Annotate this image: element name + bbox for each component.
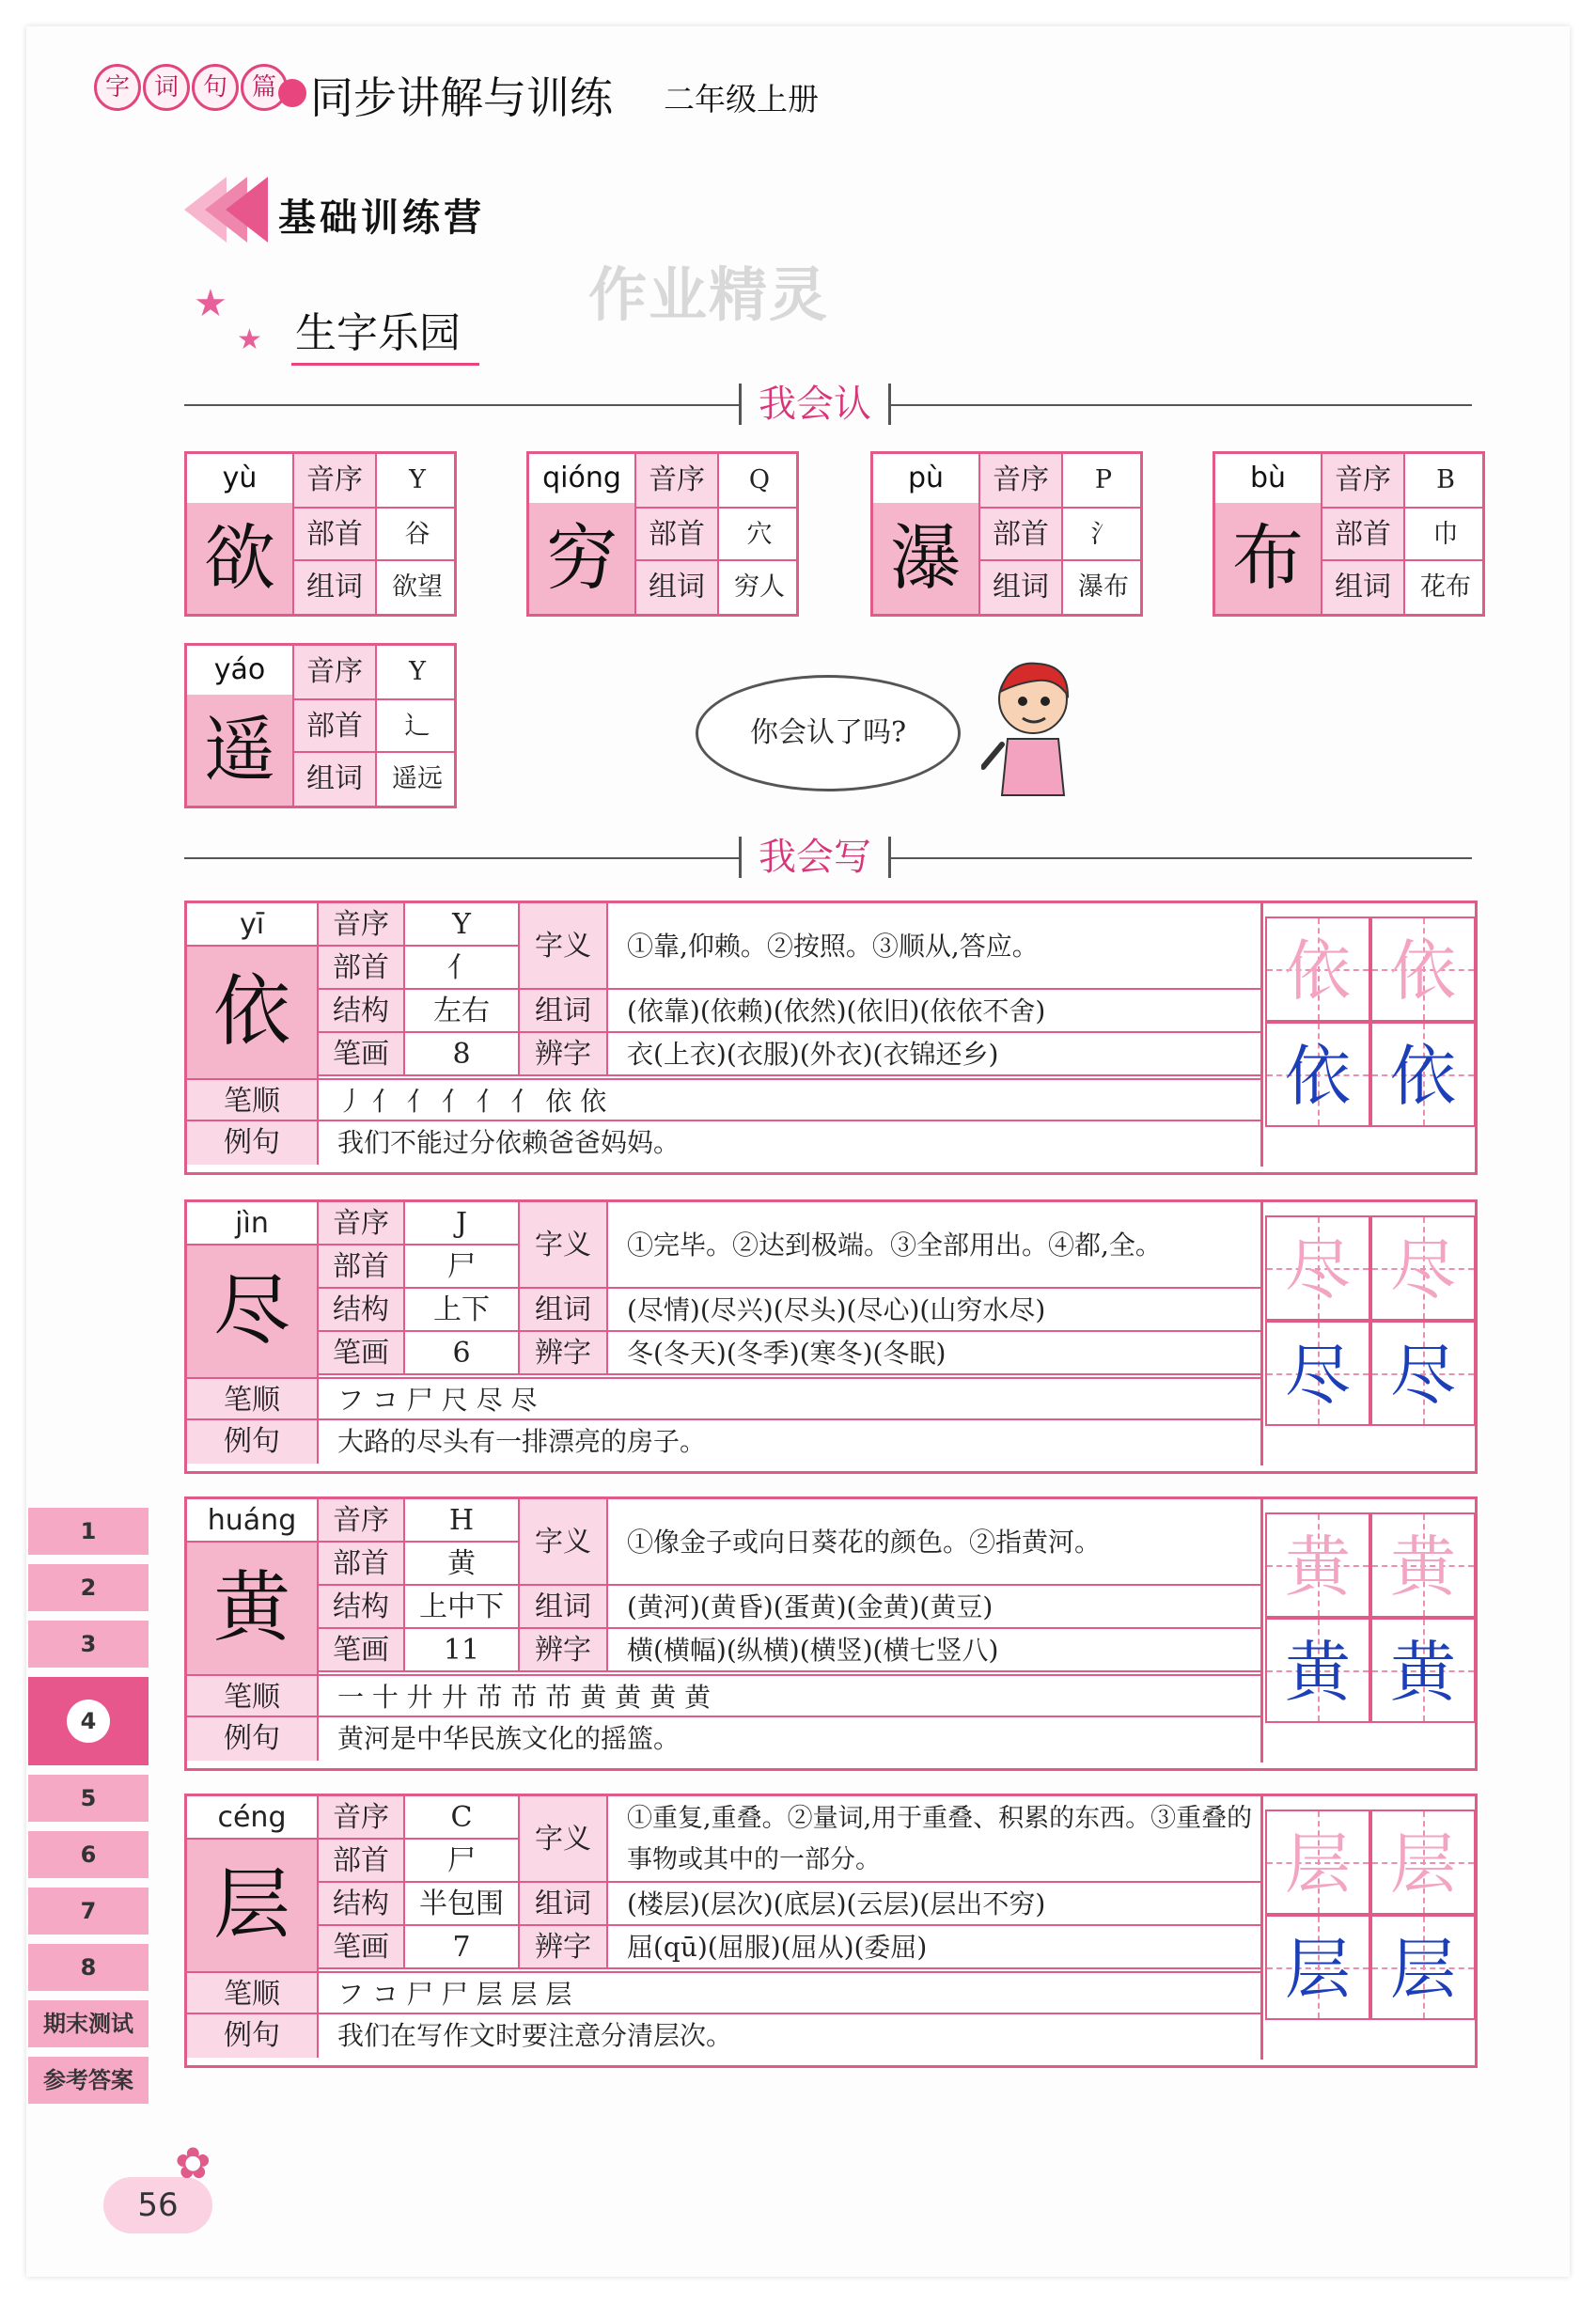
- pinyin: céng: [187, 1796, 319, 1840]
- subsection-title: 生字乐园: [291, 299, 479, 366]
- value-bishun: 一 十 廾 廾 芇 芇 芇 黄 黄 黄 黄: [319, 1674, 1260, 1717]
- side-tab[interactable]: [28, 1888, 149, 1935]
- value-bushou: 巾: [1403, 509, 1486, 561]
- model-box: [1370, 1915, 1476, 2020]
- value-bihua: 6: [405, 1332, 520, 1375]
- char-writing-table: [184, 1496, 1478, 1771]
- label-bushou: 部首: [319, 1840, 405, 1883]
- model-box: [1265, 1915, 1370, 2020]
- char-card: [526, 451, 799, 617]
- trace-box: [1370, 1512, 1476, 1618]
- character: 欲: [187, 503, 292, 614]
- label-zuci: 组词: [294, 753, 375, 806]
- side-tab-label: 参考答案: [43, 2067, 133, 2093]
- model-char: 尽: [1285, 1337, 1351, 1414]
- value-zuci: (楼层)(层次)(底层)(云层)(层出不穷): [608, 1883, 1260, 1926]
- pinyin: huáng: [187, 1499, 319, 1543]
- pinyin: qióng: [542, 462, 621, 494]
- label-zuci: 组词: [636, 561, 717, 614]
- label-yinxu: 音序: [294, 454, 375, 507]
- label-ziyi: 字义: [520, 1202, 608, 1289]
- label-zuci: 组词: [520, 1289, 608, 1332]
- value-bianzi: 冬(冬天)(冬季)(寒冬)(冬眠): [608, 1332, 1260, 1375]
- value-bianzi: 衣(上衣)(衣服)(外衣)(衣锦还乡): [608, 1033, 1260, 1076]
- value-bushou: 穴: [717, 509, 800, 561]
- model-char: 黄: [1390, 1634, 1456, 1711]
- value-ziyi: ①像金子或向日葵花的颜色。②指黄河。: [608, 1499, 1260, 1586]
- side-tab-label: 8: [80, 1954, 97, 1981]
- model-box: [1265, 1321, 1370, 1426]
- value-yinxu: Y: [375, 454, 458, 507]
- trace-box: [1265, 1215, 1370, 1321]
- star-icon: ★: [194, 282, 227, 325]
- model-char: 黄: [1285, 1634, 1351, 1711]
- label-bihua: 笔画: [319, 1033, 405, 1076]
- side-tab-label: 1: [80, 1518, 97, 1544]
- char-writing-table: [184, 1199, 1478, 1474]
- value-bihua: 7: [405, 1926, 520, 1969]
- label-jiegou: 结构: [319, 1289, 405, 1332]
- label-ziyi: 字义: [520, 1499, 608, 1586]
- value-bianzi: 屈(qū)(屈服)(屈从)(委屈): [608, 1926, 1260, 1969]
- page-number: 56: [103, 2177, 212, 2233]
- value-yinxu: Y: [375, 646, 458, 698]
- label-bihua: 笔画: [319, 1332, 405, 1375]
- star-icon: ★: [237, 323, 262, 356]
- pinyin: jìn: [187, 1202, 319, 1246]
- trace-box: [1370, 1810, 1476, 1915]
- value-liju: 黄河是中华民族文化的摇篮。: [337, 1723, 681, 1754]
- value-ziyi: ①完毕。②达到极端。③全部用出。④都,全。: [608, 1202, 1260, 1289]
- model-box: [1265, 1618, 1370, 1723]
- value-bishun: フ コ 尸 尸 层 层 层: [319, 1971, 1260, 2014]
- model-box: [1265, 1022, 1370, 1127]
- trace-char: 尽: [1285, 1231, 1351, 1308]
- label-bianzi: 辨字: [520, 1332, 608, 1375]
- char-writing-table: [184, 901, 1478, 1175]
- boy-cartoon-icon: [981, 654, 1085, 805]
- model-char: 层: [1285, 1931, 1351, 2008]
- char-card: [1213, 451, 1485, 617]
- label-yinxu: 音序: [319, 1796, 405, 1840]
- character: 遥: [187, 695, 292, 806]
- value-zuci: (黄河)(黄昏)(蛋黄)(金黄)(黄豆): [608, 1586, 1260, 1629]
- trace-box: [1370, 1215, 1476, 1321]
- grade-label: 二年级上册: [664, 81, 819, 118]
- speech-bubble: 你会认了吗?: [696, 675, 961, 791]
- character: 布: [1215, 503, 1321, 614]
- label-liju: 例句: [187, 1420, 319, 1464]
- label-liju: 例句: [187, 1121, 319, 1165]
- practice-grid: [1260, 903, 1478, 1167]
- side-tab[interactable]: [28, 1621, 149, 1668]
- value-ziyi: ①重复,重叠。②量词,用于重叠、积累的东西。③重叠的事物或其中的一部分。: [608, 1796, 1260, 1883]
- label-zuci: 组词: [1322, 561, 1403, 614]
- char-card: [870, 451, 1143, 617]
- label-yinxu: 音序: [1322, 454, 1403, 507]
- trace-char: 依: [1285, 932, 1351, 1010]
- side-tab[interactable]: [28, 1944, 149, 1991]
- value-bushou: 辶: [375, 700, 458, 753]
- model-char: 层: [1390, 1931, 1456, 2008]
- character: 穷: [529, 503, 634, 614]
- label-bushou: 部首: [319, 1246, 405, 1289]
- label-liju: 例句: [187, 2014, 319, 2058]
- practice-grid: [1260, 1499, 1478, 1762]
- write-heading: 我会写: [739, 837, 891, 878]
- char-card: [184, 643, 457, 808]
- trace-box: [1265, 1512, 1370, 1618]
- label-bushou: 部首: [636, 509, 717, 561]
- chevron-icon: [226, 177, 268, 243]
- side-tab[interactable]: [28, 2000, 149, 2047]
- trace-char: 黄: [1390, 1528, 1456, 1606]
- badge-char: 词: [143, 64, 190, 111]
- char-card: [184, 451, 457, 617]
- label-ziyi: 字义: [520, 1796, 608, 1883]
- section-title: 基础训练营: [278, 196, 485, 240]
- character: 依: [187, 947, 319, 1078]
- value-zuci: 遥远: [375, 753, 458, 806]
- side-tab-label: 4: [67, 1700, 110, 1743]
- side-tab[interactable]: [28, 1775, 149, 1822]
- value-yinxu: H: [405, 1499, 520, 1543]
- value-yinxu: Y: [405, 903, 520, 947]
- label-jiegou: 结构: [319, 990, 405, 1033]
- label-yinxu: 音序: [319, 903, 405, 947]
- label-bihua: 笔画: [319, 1926, 405, 1969]
- value-liju: 我们不能过分依赖爸爸妈妈。: [337, 1127, 681, 1158]
- side-tab-label: 2: [80, 1574, 97, 1601]
- value-zuci: (依靠)(依赖)(依然)(依旧)(依依不舍): [608, 990, 1260, 1033]
- value-yinxu: Q: [717, 454, 800, 507]
- label-zuci: 组词: [520, 1586, 608, 1629]
- character: 层: [187, 1840, 319, 1971]
- model-box: [1370, 1618, 1476, 1723]
- value-zuci: 穷人: [717, 561, 800, 614]
- side-tab[interactable]: [28, 1831, 149, 1878]
- character: 瀑: [873, 503, 978, 614]
- badge-char: 篇: [241, 64, 288, 111]
- section-banner: [184, 169, 523, 250]
- label-bishun: 笔顺: [187, 1078, 319, 1121]
- badge-char: 字: [94, 64, 141, 111]
- practice-grid: [1260, 1202, 1478, 1465]
- label-zuci: 组词: [980, 561, 1061, 614]
- value-yinxu: J: [405, 1202, 520, 1246]
- model-char: 依: [1285, 1038, 1351, 1115]
- side-tab-label: 6: [80, 1841, 97, 1868]
- pinyin: yáo: [213, 653, 266, 686]
- side-tab[interactable]: [28, 1677, 149, 1765]
- value-bushou: 氵: [1061, 509, 1144, 561]
- label-bishun: 笔顺: [187, 1377, 319, 1420]
- value-jiegou: 左右: [405, 990, 520, 1033]
- label-bianzi: 辨字: [520, 1033, 608, 1076]
- value-jiegou: 上下: [405, 1289, 520, 1332]
- model-box: [1370, 1022, 1476, 1127]
- label-bushou: 部首: [294, 509, 375, 561]
- side-tab[interactable]: [28, 1564, 149, 1611]
- value-bishun: フ コ 尸 尺 尽 尽: [319, 1377, 1260, 1420]
- trace-box: [1370, 916, 1476, 1022]
- value-yinxu: C: [405, 1796, 520, 1840]
- label-bihua: 笔画: [319, 1629, 405, 1672]
- label-bianzi: 辨字: [520, 1926, 608, 1969]
- label-bushou: 部首: [294, 700, 375, 753]
- value-bushou: 黄: [405, 1543, 520, 1586]
- pinyin: yī: [187, 903, 319, 947]
- character: 黄: [187, 1543, 319, 1674]
- trace-char: 层: [1390, 1825, 1456, 1903]
- recognize-heading: 我会认: [739, 384, 891, 425]
- side-tab-label: 7: [80, 1898, 97, 1924]
- value-zuci: 花布: [1403, 561, 1486, 614]
- series-badge: [94, 64, 288, 111]
- model-char: 依: [1390, 1038, 1456, 1115]
- value-bushou: 亻: [405, 947, 520, 990]
- label-jiegou: 结构: [319, 1586, 405, 1629]
- value-yinxu: B: [1403, 454, 1486, 507]
- pinyin: yù: [222, 462, 258, 494]
- value-bishun: 丿 亻 亻 亻 亻 亻 依 依: [319, 1078, 1260, 1121]
- value-bushou: 尸: [405, 1246, 520, 1289]
- label-yinxu: 音序: [319, 1202, 405, 1246]
- header-dot-icon: [278, 79, 306, 107]
- value-liju: 大路的尽头有一排漂亮的房子。: [337, 1426, 707, 1457]
- trace-box: [1265, 1810, 1370, 1915]
- value-ziyi: ①靠,仰赖。②按照。③顺从,答应。: [608, 903, 1260, 990]
- label-yinxu: 音序: [636, 454, 717, 507]
- label-yinxu: 音序: [319, 1499, 405, 1543]
- char-writing-table: [184, 1794, 1478, 2068]
- side-tab-label: 5: [80, 1785, 97, 1811]
- book-title: 同步讲解与训练: [310, 72, 613, 123]
- value-bushou: 谷: [375, 509, 458, 561]
- label-bushou: 部首: [1322, 509, 1403, 561]
- label-yinxu: 音序: [980, 454, 1061, 507]
- label-bishun: 笔顺: [187, 1674, 319, 1717]
- value-liju: 我们在写作文时要注意分清层次。: [337, 2020, 733, 2051]
- trace-char: 层: [1285, 1825, 1351, 1903]
- value-jiegou: 半包围: [405, 1883, 520, 1926]
- badge-char: 句: [192, 64, 239, 111]
- model-char: 尽: [1390, 1337, 1456, 1414]
- trace-char: 黄: [1285, 1528, 1351, 1606]
- pinyin: pù: [907, 462, 945, 494]
- side-tab[interactable]: [28, 2057, 149, 2104]
- value-zuci: 欲望: [375, 561, 458, 614]
- butterfly-icon: ✿: [175, 2138, 211, 2188]
- value-yinxu: P: [1061, 454, 1144, 507]
- label-zuci: 组词: [294, 561, 375, 614]
- side-tab-label: 期末测试: [43, 2011, 133, 2037]
- watermark: 作业精灵: [588, 260, 830, 329]
- value-bushou: 尸: [405, 1840, 520, 1883]
- label-yinxu: 音序: [294, 646, 375, 698]
- value-bihua: 8: [405, 1033, 520, 1076]
- label-ziyi: 字义: [520, 903, 608, 990]
- side-tab-label: 3: [80, 1631, 97, 1657]
- practice-grid: [1260, 1796, 1478, 2060]
- label-zuci: 组词: [520, 1883, 608, 1926]
- value-bianzi: 横(横幅)(纵横)(横竖)(横七竖八): [608, 1629, 1260, 1672]
- value-bihua: 11: [405, 1629, 520, 1672]
- label-jiegou: 结构: [319, 1883, 405, 1926]
- trace-char: 依: [1390, 932, 1456, 1010]
- label-bushou: 部首: [319, 947, 405, 990]
- value-jiegou: 上中下: [405, 1586, 520, 1629]
- side-tab[interactable]: [28, 1508, 149, 1555]
- value-zuci: (尽情)(尽兴)(尽头)(尽心)(山穷水尽): [608, 1289, 1260, 1332]
- label-bushou: 部首: [980, 509, 1061, 561]
- trace-char: 尽: [1390, 1231, 1456, 1308]
- label-liju: 例句: [187, 1717, 319, 1761]
- label-bianzi: 辨字: [520, 1629, 608, 1672]
- model-box: [1370, 1321, 1476, 1426]
- pinyin: bù: [1249, 462, 1287, 494]
- label-bishun: 笔顺: [187, 1971, 319, 2014]
- label-bushou: 部首: [319, 1543, 405, 1586]
- character: 尽: [187, 1246, 319, 1377]
- label-zuci: 组词: [520, 990, 608, 1033]
- value-zuci: 瀑布: [1061, 561, 1144, 614]
- trace-box: [1265, 916, 1370, 1022]
